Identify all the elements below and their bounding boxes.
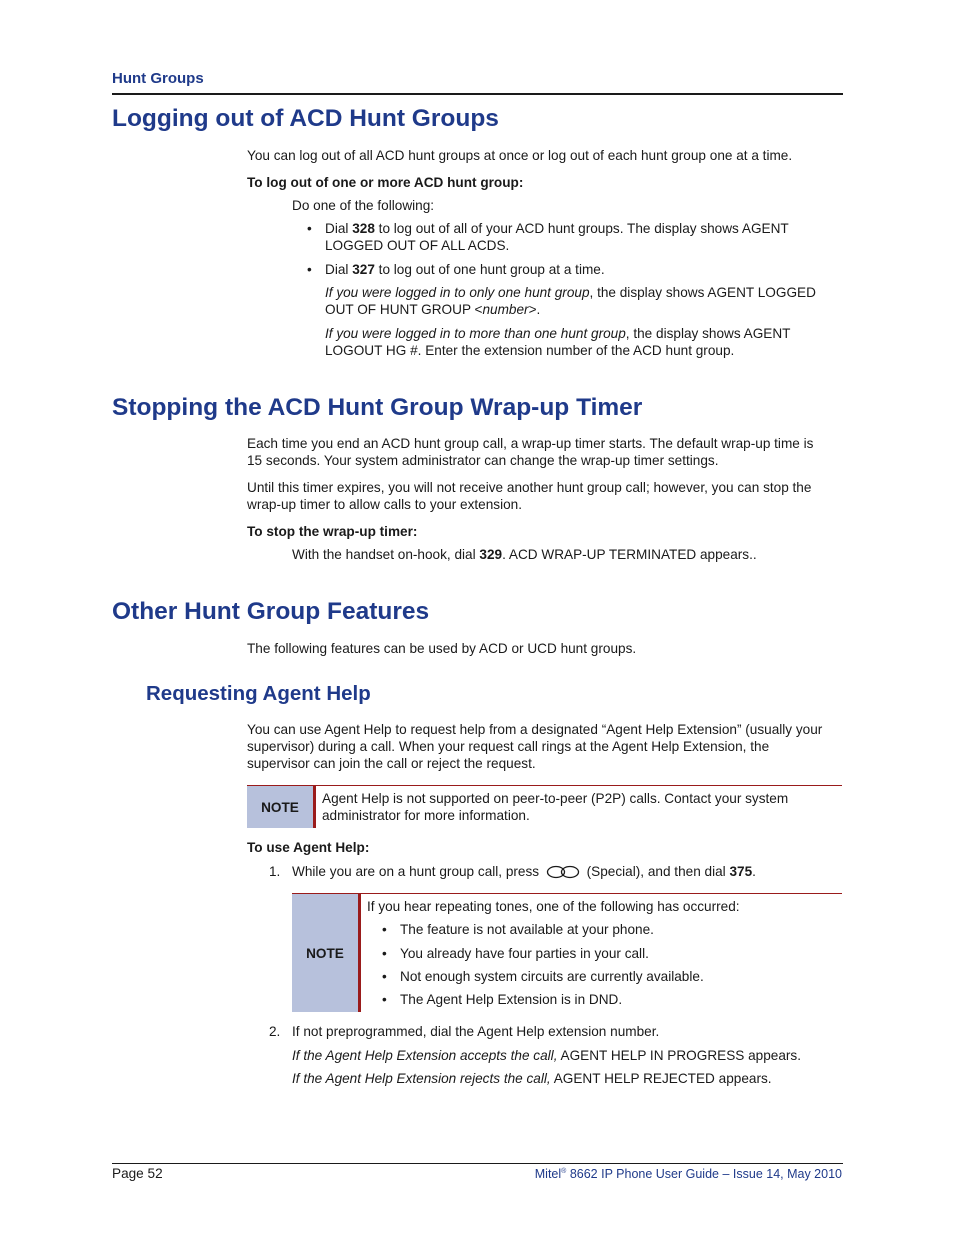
note-box-repeating-tones	[292, 893, 842, 1012]
note-intro: If you hear repeating tones, one of the following has occurred:	[367, 899, 740, 914]
step-2-text: If not preprogrammed, dial the Agent Help extension number.	[292, 1024, 660, 1039]
section-title-wrap-up-timer: Stopping the ACD Hunt Group Wrap-up Timer	[112, 394, 643, 421]
s1-intro: You can log out of all ACD hunt groups at once or log out of each hunt group one at a time.	[247, 148, 793, 163]
note-label: NOTE	[292, 894, 361, 1012]
note-item: • You already have four parties in your call.	[382, 946, 649, 961]
note-item: • The Agent Help Extension is in DND.	[382, 992, 623, 1007]
bullet-dot: •	[382, 922, 387, 937]
s4-para: You can use Agent Help to request help from a designated “Agent Help Extension” (usually your supervisor) during a call. When your request call rings at the Agent Help Extension, the supervisor can join the call or reject the request.	[247, 722, 823, 771]
running-header: Hunt Groups	[112, 70, 204, 87]
bullet-dot: •	[382, 969, 387, 984]
bullet-dot: •	[382, 992, 387, 1007]
s1-procedure-label: To log out of one or more ACD hunt group:	[247, 175, 524, 190]
s2-para-2: Until this timer expires, you will not receive another hunt group call; however, you can stop the wrap-up timer to allow calls to your extension.	[247, 480, 812, 512]
s2-step: With the handset on-hook, dial 329. ACD WRAP-UP TERMINATED appears..	[292, 547, 757, 562]
step-1-number: 1.	[269, 864, 281, 879]
note-item: • Not enough system circuits are currently available.	[382, 969, 704, 984]
step-2-accepts: If the Agent Help Extension accepts the call, AGENT HELP IN PROGRESS appears.	[292, 1048, 802, 1063]
s1-lead: Do one of the following:	[292, 198, 435, 213]
special-key-icon	[546, 865, 580, 879]
step-2-rejects: If the Agent Help Extension rejects the call, AGENT HELP REJECTED appears.	[292, 1071, 772, 1086]
step-1-text: While you are on a hunt group call, press (Special), and then dial 375.	[292, 864, 756, 879]
s1-bullet-1: • Dial 328 to log out of all of your ACD hunt groups. The display shows AGENT LOGGED OUT OF ALL ACDS.	[307, 221, 789, 253]
s1-single-group-info: If you were logged in to only one hunt group, the display shows AGENT LOGGED OUT OF HUNT GROUP <number>.	[325, 285, 816, 317]
note-text: Agent Help is not supported on peer-to-peer (P2P) calls. Contact your system administrator for more information.	[322, 791, 789, 823]
step-2-number: 2.	[269, 1024, 281, 1039]
section-title-other-features: Other Hunt Group Features	[112, 598, 430, 625]
s2-procedure-label: To stop the wrap-up timer:	[247, 524, 418, 539]
note-item: • The feature is not available at your phone.	[382, 922, 654, 937]
s1-bullet-2: • Dial 327 to log out of one hunt group at a time.	[307, 262, 605, 277]
s3-intro: The following features can be used by ACD or UCD hunt groups.	[247, 641, 637, 656]
footer-rule	[112, 1163, 843, 1164]
header-rule	[112, 93, 843, 95]
bullet-dot: •	[307, 262, 312, 277]
footer-doc-title: Mitel® 8662 IP Phone User Guide – Issue 14, May 2010	[534, 1167, 842, 1181]
section-title-logging-out: Logging out of ACD Hunt Groups	[112, 105, 499, 132]
bullet-dot: •	[382, 946, 387, 961]
bullet-dot: •	[307, 221, 312, 236]
note-box-p2p	[247, 785, 842, 828]
subsection-title-agent-help: Requesting Agent Help	[146, 682, 371, 705]
s4-procedure-label: To use Agent Help:	[247, 840, 370, 855]
note-label: NOTE	[247, 786, 316, 828]
s1-multi-group-info: If you were logged in to more than one hunt group, the display shows AGENT LOGOUT HG #. Enter the extension number of the ACD hunt group.	[325, 326, 791, 358]
page-number: Page 52	[112, 1166, 163, 1181]
s2-para-1: Each time you end an ACD hunt group call, a wrap-up timer starts. The default wrap-up time is 15 seconds. Your system administrator can change the wrap-up timer settings.	[247, 436, 814, 468]
